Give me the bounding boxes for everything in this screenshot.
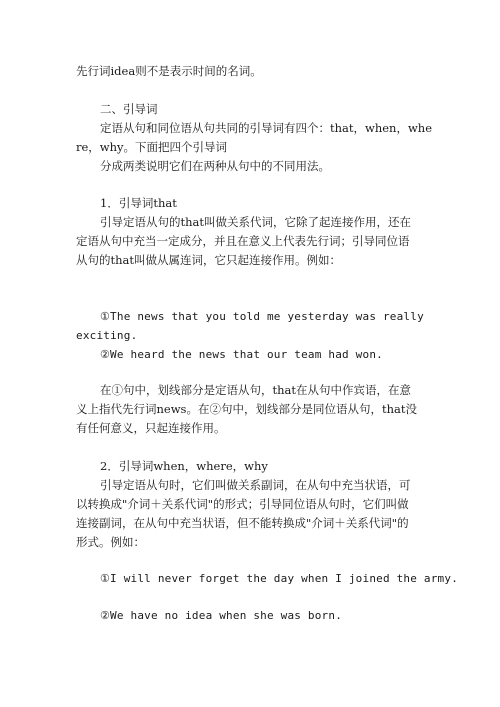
text-line: 先行词idea则不是表示时间的名词。	[76, 64, 262, 78]
subsection-heading: 1．引导词that	[100, 196, 177, 210]
text-line: 在①句中，划线部分是定语从句，that在从句中作宾语，在意	[100, 383, 412, 397]
text-line: re，why。下面把四个引导词	[76, 140, 228, 154]
subsection-heading: 2．引导词when，where，why	[100, 459, 268, 473]
text-line: 从句的that叫做从属连词，它只起连接作用。例如：	[76, 253, 342, 267]
text-line: 定语从句和同位语从句共同的引导词有四个：that，when，whe	[100, 121, 433, 135]
text-line: 引导定语从句的that叫做关系代词，它除了起连接作用，还在	[100, 215, 412, 229]
text-line: 引导定语从句时，它们叫做关系副词，在从句中充当状语，可	[100, 478, 411, 492]
example-sentence: ②We have no idea when she was born.	[100, 609, 343, 622]
text-line: 义上指代先行词news。在②句中，划线部分是同位语从句，that没	[76, 402, 417, 416]
text-line: 以转换成"介词＋关系代词"的形式；引导同位语从句时，它们叫做	[76, 497, 409, 511]
text-line: 形式。例如：	[76, 535, 145, 549]
example-sentence: exciting.	[76, 329, 138, 342]
text-line: 定语从句中充当一定成分，并且在意义上代表先行词；引导同位语	[76, 234, 410, 248]
example-sentence: ①The news that you told me yesterday was really	[100, 310, 424, 323]
text-line: 分成两类说明它们在两种从句中的不同用法。	[100, 159, 330, 173]
section-heading: 二、引导词	[100, 102, 158, 116]
text-line: 有任何意义，只起连接作用。	[76, 421, 226, 435]
example-sentence: ②We heard the news that our team had won.	[100, 348, 383, 361]
text-line: 连接副词，在从句中充当状语，但不能转换成"介词＋关系代词"的	[76, 516, 409, 530]
example-sentence: ①I will never forget the day when I joined the army.	[100, 572, 459, 585]
